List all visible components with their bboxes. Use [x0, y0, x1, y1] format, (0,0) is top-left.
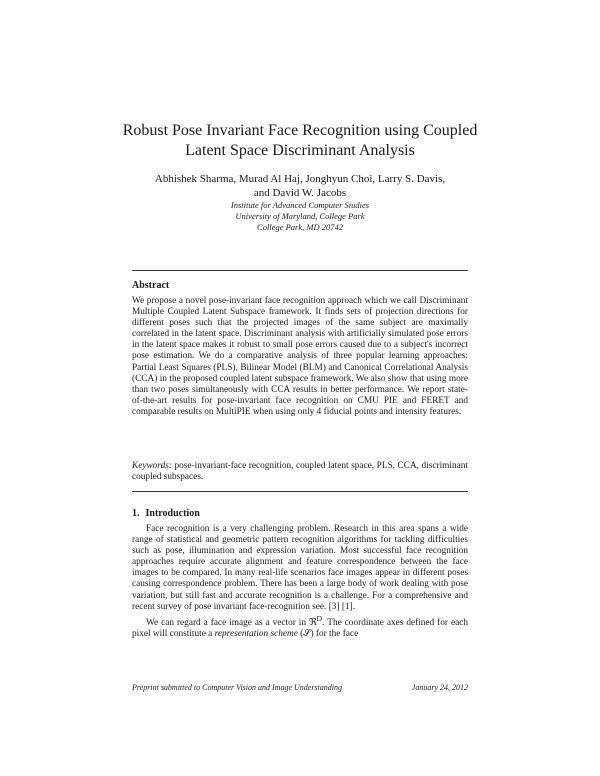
abstract-text: We propose a novel pose-invariant face recognition approach which we call Discriminant Multiple Coupled Latent Subspace framework. It finds sets of projection directions for different poses such that the projected images of the same subject are maximally correlated in the latent space. Discriminant analysis with artificially simulated pose errors in the latent space makes it robust to small pose errors caused due to a subject's incorrect pose estimation. We do a comparative analysis of three popular learning approaches: Partial Least Squares (PLS), Bilinear Model (BLM) and Canonical Correlational Analysis (CCA) in the proposed coupled latent subspace framework. We also show that using more than two poses simultaneously with CCA results in better performance. We report state-of-the-art results for pose-invariant face recognition on CMU PIE and FERET and comparable results on MultiPIE when using only 4 fiducial points and intensity features. — [132, 296, 468, 417]
intro-p2-part-c: (𝒮) for the face — [297, 628, 359, 639]
keywords-text: pose-invariant-face recognition, coupled latent space, PLS, CCA, discriminant coupled subspaces. — [132, 461, 468, 483]
intro-paragraph-1: Face recognition is a very challenging problem. Research in this area spans a wide range of statistical and geometric pattern recognition algorithms for tackling difficulties such as pose, illumination and expression variation. Most successful face recognition approaches require accurate alignment and feature correspondence between the face images to be compared. In many real-life scenarios face images appear in different poses causing correspondence problem. There has been a large body of work dealing with pose variation, but still fast and accurate recognition is a challenge. For a comprehensive and recent survey of pose invariant face-recognition see. [3] [1]. — [132, 524, 468, 612]
section-heading-introduction — [132, 508, 200, 519]
section-number: 1. — [132, 508, 140, 519]
intro-p2-part-a: We can regard a face image as a vector in ℜ — [146, 617, 317, 628]
keywords-label: Keywords: — [132, 461, 172, 471]
paper-title — [100, 121, 500, 161]
author-list — [130, 172, 470, 200]
intro-p2-superscript: D — [316, 613, 323, 623]
authors-line-2: and David W. Jacobs — [253, 187, 347, 199]
page-footer — [132, 683, 468, 692]
affiliation-line: University of Maryland, College Park — [235, 211, 365, 221]
intro-p2-part-b: . The coordinate axes defined for each pixel will constitute a — [132, 617, 468, 639]
affiliation — [200, 200, 400, 233]
title-line-1: Robust Pose Invariant Face Recognition using Coupled — [122, 122, 478, 139]
keywords — [132, 461, 468, 483]
footer-preprint-note: Preprint submitted to Computer Vision and Image Understanding — [132, 683, 342, 692]
affiliation-line: College Park, MD 20742 — [257, 222, 343, 232]
affiliation-line: Institute for Advanced Computer Studies — [230, 200, 370, 210]
introduction-body — [132, 524, 468, 640]
footer-date: January 24, 2012 — [411, 683, 468, 692]
intro-p2-emphasis: representation scheme — [214, 628, 298, 639]
abstract-bottom-rule — [132, 491, 468, 492]
abstract-top-rule — [132, 270, 468, 271]
authors-line-1: Abhishek Sharma, Murad Al Haj, Jonghyun Choi, Larry S. Davis, — [154, 173, 446, 185]
section-title: Introduction — [145, 508, 200, 519]
abstract-heading: Abstract — [132, 280, 170, 291]
intro-paragraph-2 — [132, 613, 468, 640]
title-line-2: Latent Space Discriminant Analysis — [185, 142, 415, 159]
